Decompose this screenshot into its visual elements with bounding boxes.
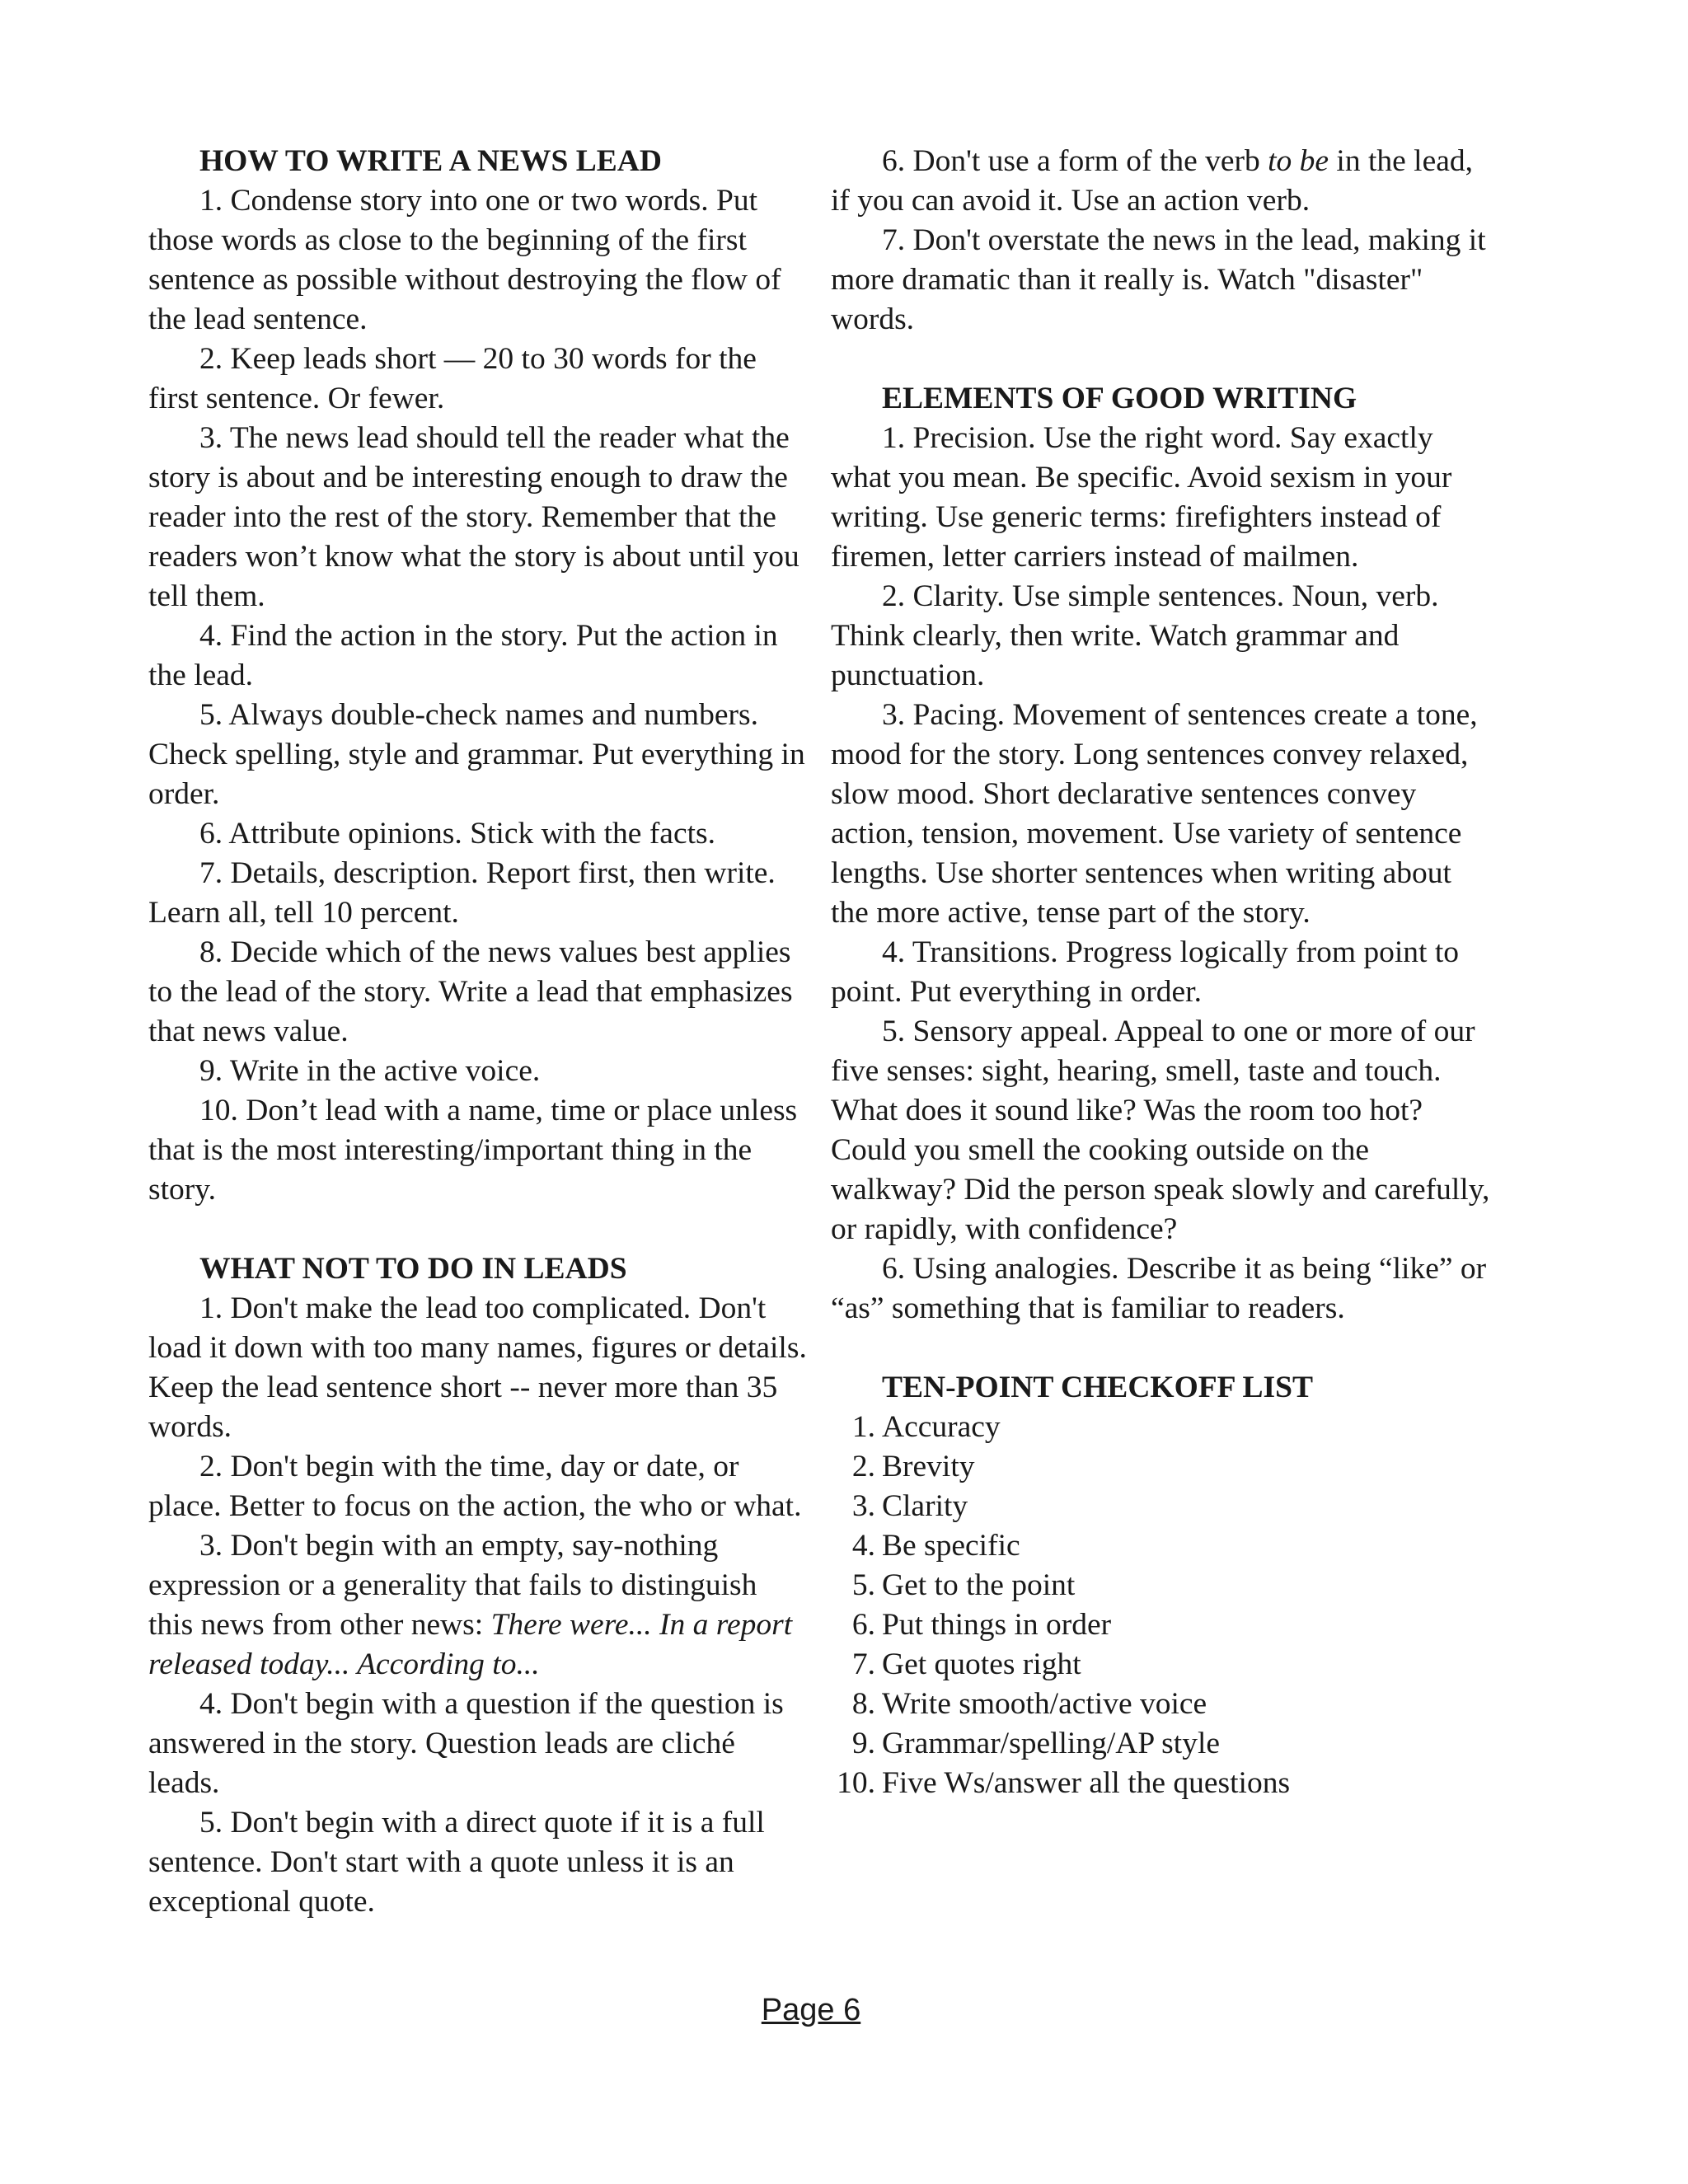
checkoff-text: Brevity	[882, 1450, 975, 1483]
checkoff-item	[831, 1764, 1490, 1803]
what-not-item: 7. Don't overstate the news in the lead, making it more dramatic than it really is. Watch "disaster" words.	[831, 223, 1486, 336]
checkoff-item	[831, 1408, 1490, 1447]
checkoff-text: Get to the point	[882, 1568, 1076, 1602]
good-writing-section	[831, 379, 1490, 1329]
what-not-to-do-section	[148, 1249, 808, 1922]
checkoff-number: 6.	[851, 1608, 875, 1642]
what-not-to-do-continued	[831, 142, 1490, 340]
checkoff-text: Grammar/spelling/AP style	[882, 1727, 1221, 1760]
what-not-item	[148, 1526, 808, 1685]
news-lead-item: 6. Attribute opinions. Stick with the facts.	[199, 817, 715, 851]
news-lead-heading: HOW TO WRITE A NEWS LEAD	[199, 144, 662, 178]
good-writing-item: 4. Transitions. Progress logically from point to point. Put everything in order.	[831, 935, 1460, 1009]
what-not-item-examples: There were... In a report released today... According to...	[148, 1608, 793, 1681]
checkoff-number: 4.	[851, 1529, 875, 1563]
what-not-to-do-heading: WHAT NOT TO DO IN LEADS	[199, 1252, 627, 1286]
right-column	[831, 142, 1490, 1803]
checkoff-list	[831, 1408, 1490, 1803]
good-writing-item: 3. Pacing. Movement of sentences create a tone, mood for the story. Long sentences convey relaxed, slow mood. Short declarative sentences convey action, tension, movement. Use variety of sentence lengths. Use shorter sentences when writing about the more active, tense part of the story.	[831, 698, 1478, 930]
what-not-item-text: in the lead, if you can avoid it. Use an action verb.	[831, 144, 1473, 218]
news-lead-item: 1. Condense story into one or two words. Put those words as close to the beginning of the first sentence as possible without destroying the flow of the lead sentence.	[148, 184, 781, 336]
checkoff-number: 2.	[851, 1450, 875, 1483]
checkoff-number: 8.	[851, 1687, 875, 1721]
checkoff-number: 1.	[851, 1410, 875, 1444]
checkoff-section	[831, 1368, 1490, 1803]
what-not-item: 2. Don't begin with the time, day or date, or place. Better to focus on the action, the who or what.	[148, 1450, 802, 1523]
good-writing-item: 1. Precision. Use the right word. Say exactly what you mean. Be specific. Avoid sexism in your writing. Use generic terms: firefighters instead of firemen, letter carriers instead of mailmen.	[831, 421, 1452, 574]
checkoff-number: 3.	[851, 1489, 875, 1523]
good-writing-item: 5. Sensory appeal. Appeal to one or more of our five senses: sight, hearing, smell, taste and touch. What does it sound like? Was the room too hot? Could you smell the cooking outside on the walkway? Did the person speak slowly and carefully, or rapidly, with confidence?	[831, 1015, 1490, 1246]
what-not-item: 1. Don't make the lead too complicated. Don't load it down with too many names, figures or details. Keep the lead sentence short -- never more than 35 words.	[148, 1291, 807, 1444]
news-lead-item: 2. Keep leads short — 20 to 30 words for the first sentence. Or fewer.	[148, 342, 757, 415]
checkoff-text: Write smooth/active voice	[882, 1687, 1207, 1721]
good-writing-heading: ELEMENTS OF GOOD WRITING	[882, 382, 1357, 415]
good-writing-item: 2. Clarity. Use simple sentences. Noun, verb. Think clearly, then write. Watch grammar and punctuation.	[831, 579, 1439, 692]
checkoff-text: Put things in order	[882, 1608, 1112, 1642]
checkoff-item	[831, 1526, 1490, 1566]
news-lead-item: 4. Find the action in the story. Put the action in the lead.	[148, 619, 778, 692]
news-lead-item: 7. Details, description. Report first, then write. Learn all, tell 10 percent.	[148, 856, 776, 930]
news-lead-item: 3. The news lead should tell the reader what the story is about and be interesting enough to draw the reader into the rest of the story. Remember that the readers won’t know what the story is about until you tell them.	[148, 421, 799, 613]
checkoff-text: Clarity	[882, 1489, 968, 1523]
news-lead-item: 5. Always double-check names and numbers. Check spelling, style and grammar. Put everything in order.	[148, 698, 805, 811]
checkoff-item	[831, 1645, 1490, 1685]
good-writing-item: 6. Using analogies. Describe it as being “like” or “as” something that is familiar to readers.	[831, 1252, 1487, 1325]
checkoff-heading: TEN-POINT CHECKOFF LIST	[882, 1371, 1314, 1404]
news-lead-item: 9. Write in the active voice.	[199, 1054, 541, 1088]
news-lead-item: 10. Don’t lead with a name, time or place unless that is the most interesting/important thing in the story.	[148, 1094, 798, 1207]
checkoff-item	[831, 1724, 1490, 1764]
checkoff-number: 10.	[837, 1766, 875, 1800]
what-not-item-text: 6. Don't use a form of the verb	[882, 144, 1268, 178]
what-not-item-text: 3. Don't begin with an empty, say-nothing expression or a generality that fails to distinguish this news from other news:	[148, 1529, 757, 1642]
checkoff-number: 5.	[851, 1568, 875, 1602]
what-not-item: 4. Don't begin with a question if the question is answered in the story. Question leads are cliché leads.	[148, 1687, 784, 1800]
checkoff-number: 9.	[851, 1727, 875, 1760]
checkoff-text: Get quotes right	[882, 1647, 1081, 1681]
left-column	[148, 142, 808, 1922]
checkoff-item	[831, 1566, 1490, 1605]
checkoff-item	[831, 1605, 1490, 1645]
checkoff-text: Be specific	[882, 1529, 1020, 1563]
what-not-item: 5. Don't begin with a direct quote if it is a full sentence. Don't start with a quote unless it is an exceptional quote.	[148, 1806, 765, 1919]
checkoff-text: Five Ws/answer all the questions	[882, 1766, 1291, 1800]
checkoff-item	[831, 1487, 1490, 1526]
what-not-item	[831, 142, 1490, 221]
news-lead-section	[148, 142, 808, 1210]
checkoff-text: Accuracy	[882, 1410, 1001, 1444]
checkoff-number: 7.	[851, 1647, 875, 1681]
page-number: Page 6	[761, 1993, 861, 2027]
checkoff-item	[831, 1685, 1490, 1724]
verb-emphasis: to be	[1268, 144, 1329, 178]
news-lead-item: 8. Decide which of the news values best applies to the lead of the story. Write a lead that emphasizes that news value.	[148, 935, 793, 1048]
checkoff-item	[831, 1447, 1490, 1487]
